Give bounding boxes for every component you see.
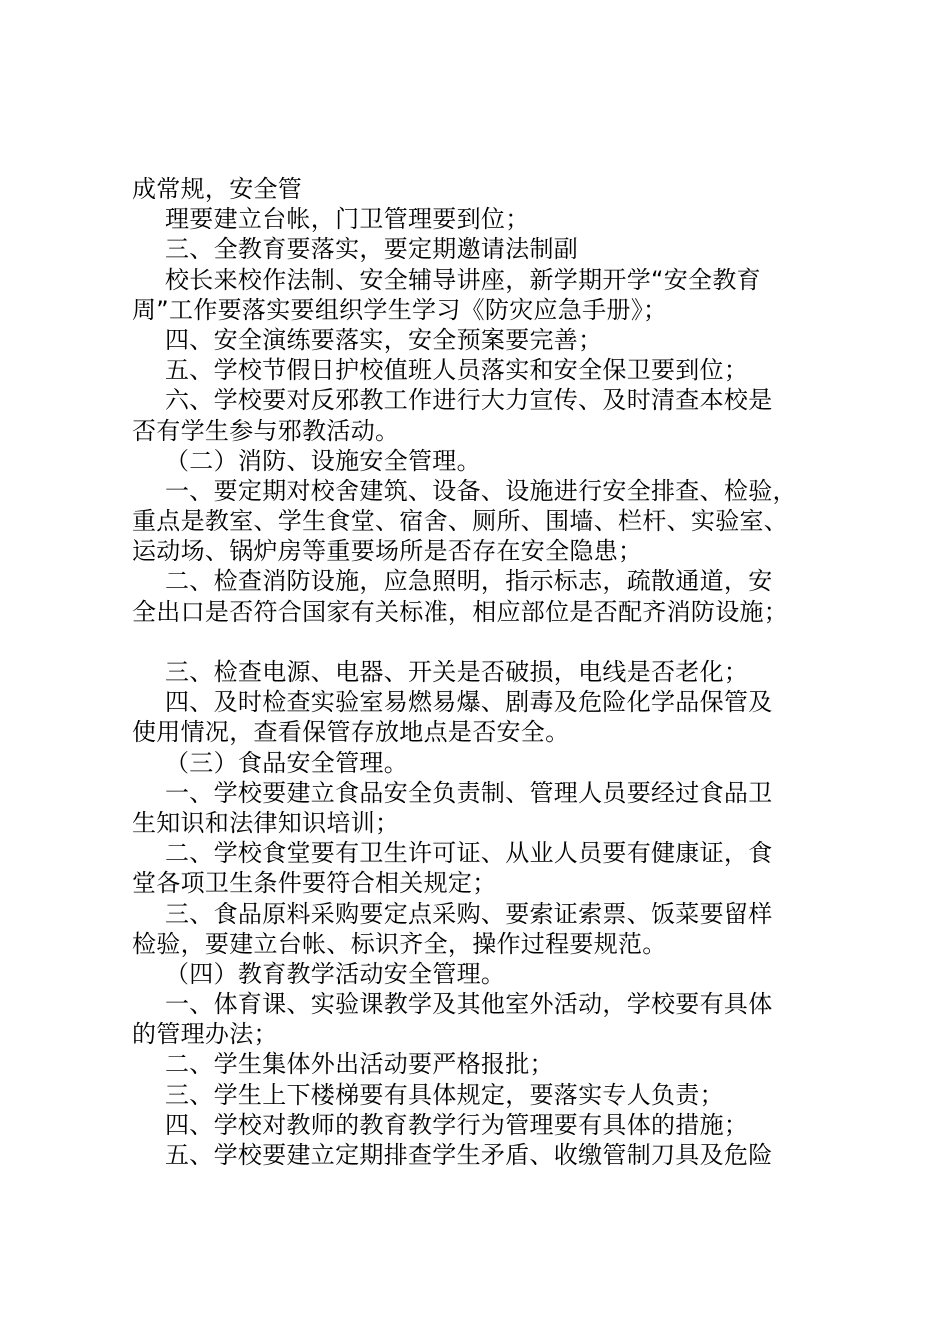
paragraph-line: 三、学生上下楼梯要有具体规定，要落实专人负责； bbox=[165, 1080, 724, 1109]
paragraph-line: 生知识和法律知识培训； bbox=[132, 808, 400, 837]
paragraph-line: 重点是教室、学生食堂、宿舍、厕所、围墙、栏杆、实验室、 bbox=[132, 507, 789, 536]
paragraph-line: （二）消防、设施安全管理。 bbox=[165, 446, 481, 475]
paragraph-line: 四、安全演练要落实，安全预案要完善； bbox=[165, 325, 603, 354]
paragraph-line: 周”工作要落实要组织学生学习《防灾应急手册》； bbox=[132, 295, 668, 324]
paragraph-line: 二、学校食堂要有卫生许可证、从业人员要有健康证，食 bbox=[165, 839, 773, 868]
paragraph-line: 五、学校要建立定期排查学生矛盾、收缴管制刀具及危险 bbox=[165, 1141, 773, 1169]
paragraph-line: 检验，要建立台帐、标识齐全，操作过程要规范。 bbox=[132, 929, 667, 958]
paragraph-line: 三、全教育要落实，要定期邀请法制副 bbox=[165, 235, 579, 264]
paragraph-line: 二、学生集体外出活动要严格报批； bbox=[165, 1050, 554, 1079]
paragraph-line: 六、学校要对反邪教工作进行大力宣传、及时清查本校是 bbox=[165, 386, 773, 415]
paragraph-line: （四）教育教学活动安全管理。 bbox=[165, 959, 506, 988]
document-body bbox=[132, 174, 832, 1170]
paragraph-line: 堂各项卫生条件要符合相关规定； bbox=[132, 869, 497, 898]
paragraph-line: 运动场、锅炉房等重要场所是否存在安全隐患； bbox=[132, 537, 643, 566]
paragraph-line: 校长来校作法制、安全辅导讲座，新学期开学“安全教育 bbox=[165, 265, 761, 294]
paragraph-line: 三、检查电源、电器、开关是否破损，电线是否老化； bbox=[165, 658, 749, 686]
paragraph-line: 成常规，安全管 bbox=[132, 175, 303, 203]
paragraph-line: 一、体育课、实验课教学及其他室外活动，学校要有具体 bbox=[165, 990, 773, 1019]
paragraph-line: 的管理办法； bbox=[132, 1020, 278, 1049]
paragraph-line: 全出口是否符合国家有关标准，相应部位是否配齐消防设施； bbox=[132, 597, 789, 626]
paragraph-line: 理要建立台帐，门卫管理要到位； bbox=[165, 205, 530, 234]
paragraph-line: 四、及时检查实验室易燃易爆、剧毒及危险化学品保管及 bbox=[165, 688, 773, 717]
paragraph-line: 使用情况，查看保管存放地点是否安全。 bbox=[132, 718, 570, 747]
paragraph-line: 一、要定期对校舍建筑、设备、设施进行安全排查、检验， bbox=[165, 476, 797, 505]
paragraph-line: 四、学校对教师的教育教学行为管理要有具体的措施； bbox=[165, 1110, 749, 1139]
paragraph-line: 五、学校节假日护校值班人员落实和安全保卫要到位； bbox=[165, 356, 749, 385]
blank-line bbox=[132, 627, 832, 657]
paragraph-line: 否有学生参与邪教活动。 bbox=[132, 416, 400, 445]
paragraph-line: （三）食品安全管理。 bbox=[165, 748, 408, 777]
paragraph-line: 二、检查消防设施，应急照明，指示标志，疏散通道，安 bbox=[165, 567, 773, 596]
paragraph-line: 三、食品原料采购要定点采购、要索证索票、饭菜要留样 bbox=[165, 899, 773, 928]
paragraph-line: 一、学校要建立食品安全负责制、管理人员要经过食品卫 bbox=[165, 778, 773, 807]
